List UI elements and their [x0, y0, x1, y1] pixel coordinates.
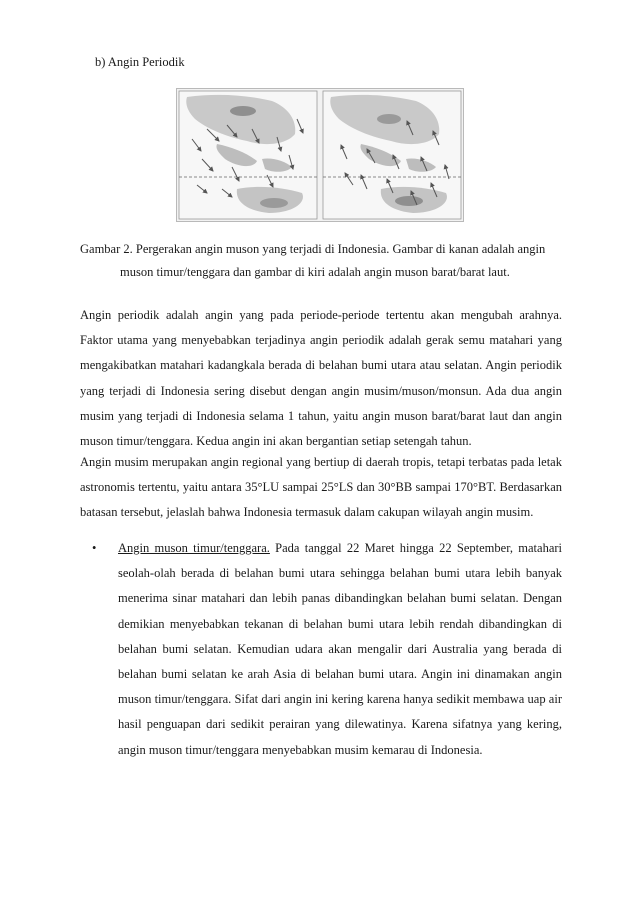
- bullet-marker: •: [92, 541, 97, 555]
- left-map-panel: [179, 91, 317, 219]
- bullet-lead-text: Angin muson timur/tenggara.: [118, 541, 270, 555]
- caption-line-2: muson timur/tenggara dan gambar di kiri adalah angin muson barat/barat laut.: [120, 265, 510, 279]
- monsoon-map-figure: [176, 88, 464, 222]
- section-heading: b) Angin Periodik: [95, 55, 185, 69]
- bullet-list: [80, 536, 562, 763]
- caption-line-1: Gambar 2. Pergerakan angin muson yang terjadi di Indonesia. Gambar di kanan adalah angin: [80, 242, 546, 256]
- bullet-body-text: Pada tanggal 22 Maret hingga 22 September, matahari seolah-olah berada di belahan bumi utara sehingga belahan bumi utara lebih banyak menerima sinar matahari dan lebih panas dibandingkan belahan bumi selatan. Dengan demikian menyebabkan tekanan di belahan bumi utara lebih rendah dibandingkan di belahan bumi selatan. Kemudian udara akan mengalir dari Australia yang berada di belahan bumi selatan ke arah Asia di belahan bumi utara. Angin ini dinamakan angin muson timur/tenggara. Sifat dari angin ini kering karena hanya sedikit membawa uap air hasil penguapan dari sedikit perairan yang dilewatinya. Karena sifatnya yang kering, angin muson timur/tenggara menyebabkan musim kemarau di Indonesia.: [118, 541, 563, 757]
- figure-caption: [80, 242, 565, 280]
- paragraph-monsoon-definition: Angin musim merupakan angin regional yang bertiup di daerah tropis, tetapi terbatas pada letak astronomis tertentu, yaitu antara 35°LU sampai 25°LS dan 30°BB sampai 170°BT. Berdasarkan batasan tersebut, jelaslah bahwa Indonesia termasuk dalam cakupan wilayah angin musim.: [80, 455, 562, 520]
- paragraph-periodic-wind: Angin periodik adalah angin yang pada periode-periode tertentu akan mengubah arahnya. Faktor utama yang menyebabkan terjadinya angin periodik adalah gerak semu matahari yang mengakibatkan matahari kadangkala berada di belahan bumi utara atau selatan. Angin periodik yang terjadi di Indonesia sering disebut dengan angin musim/muson/monsun. Ada dua angin musim yang terjadi di Indonesia selama 1 tahun, yaitu angin muson barat/barat laut dan angin muson timur/tenggara. Kedua angin ini akan bergantian setiap setengah tahun.: [80, 308, 562, 449]
- right-map-panel: [323, 91, 461, 219]
- monsoon-map-image: [177, 89, 463, 221]
- list-item: [80, 536, 562, 763]
